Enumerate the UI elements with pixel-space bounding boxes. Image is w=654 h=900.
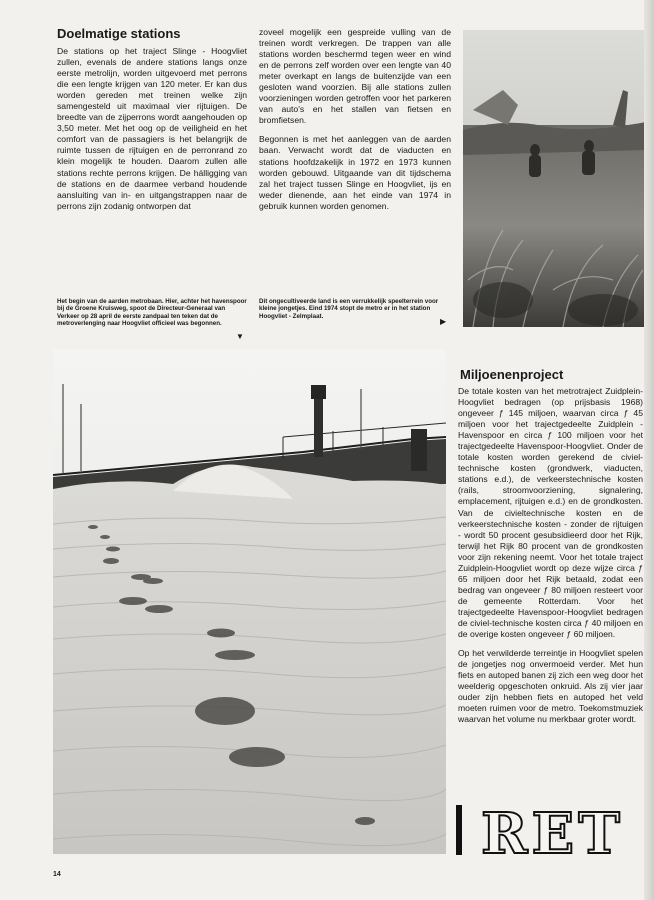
page-number: 14 [53, 871, 61, 878]
caption-arrow-down: ▼ [236, 332, 244, 341]
right-article-paragraph: De totale kosten van het metrotraject Zuidplein-Hoogvliet bedragen (op prijsbasis 1968) ongeveer ƒ 145 miljoen, waarvan circa ƒ 45 miljoen voor het trajectgedeelte Zuidplein - Havenspoor en circa ƒ 100 miljoen voor het trajectgedeelte Havenspoor-Hoogvliet. Onder de totale kosten worden gerekend de civiel-technische kosten (grondwerk, viaducten, stations e.d.), de verkeerstechnische kosten (rails, stroomvoorziening, signalering, emplacement, rijtuigen e.d.) en de grondkosten. Van de civieltechnische kosten en de verkeerstechnische kosten - zonder de rijtuigen - wordt 50 procent gesubsidieerd door het Rijk, terwijl het Rijk 80 procent van de grondkosten voor zijn rekening neemt. Voor het totale traject Zuidplein-Hoogvliet wordt op deze wijze circa ƒ 65 miljoen door het Rijk betaald, zodat een bedrag van ongeveer ƒ 80 miljoen resteert voor de gemeente Rotterdam. Voor het trajectgedeelte Havenspoor-Hoogvliet bedragen de civiel-technische kosten circa ƒ 40 miljoen en de overige kosten ongeveer ƒ 60 miljoen. [458, 386, 643, 640]
right-article-body [458, 386, 643, 758]
left-article-title: Doelmatige stations [57, 26, 181, 41]
right-article-title: Miljoenenproject [460, 367, 564, 382]
ret-logo [455, 801, 645, 861]
caption-arrow-right: ▶ [440, 317, 447, 326]
sand-embankment-photo [53, 349, 446, 854]
field-photo [463, 30, 646, 327]
middle-column-paragraph: Begonnen is met het aanleggen van de aarden baan. Verwacht wordt dat de viaducten en stations hoofdzakelijk in 1972 en 1973 kunnen worden gebouwd. Uitgaande van dit tijdschema zal het traject tussen Slinge en Hoogvliet, ijs en weder dienende, aan het einde van 1974 in gebruik kunnen worden genomen. [259, 134, 451, 211]
right-photo-caption: Dit ongecultiveerde land is een verrukkelijk speelterrein voor kleine jongetjes. Eind 1974 stopt de metro er in het station Hoogvliet - Zelmplaat. [259, 298, 439, 320]
left-article-body [57, 46, 247, 236]
left-photo-caption: Het begin van de aarden metrobaan. Hier, achter het havenspoor bij de Groene Kruisweg, spoot de Directeur-Generaal van Verkeer op 28 april de eerste zandpaal ten teken dat de metroverlenging naar Hoogvliet officieel was begonnen. [57, 298, 247, 328]
right-article-paragraph: Op het verwilderde terreintje in Hoogvliet spelen de jongetjes nog onvermoeid verder. Met hun fiets en autoped banen zij zich een weg door het weelderig opgeschoten onkruid. Als zij vier jaar ouder zijn hebben fiets en autoped het veld moeten ruimen voor de metro. Toekomstmuziek waarvan het volume nu merkbaar groter wordt. [458, 648, 643, 725]
page-edge [644, 0, 654, 900]
left-article-paragraph: De stations op het traject Slinge - Hoogvliet zullen, evenals de andere stations langs onze eerste metrolijn, worden uitgevoerd met perrons die een lengte krijgen van 120 meter. Er kan dus worden gereden met treinen welke zijn samengesteld uit maximaal vier rijtuigen. De breedte van de zijperrons wordt aangehouden op 3,50 meter. Met het oog op de veiligheid en het comfort van de passagiers is het belangrijk de ruimte tussen de rijtuigen en de perronrand zo klein mogelijk te houden. Daarom zullen alle stations rechte perrons krijgen. De hálligging van de stations en de daarmee verband houdende aansluiting van in- en uitgangstrappen naar de perrons zijn zodanig ontworpen dat [57, 46, 247, 211]
ret-logo-text: RET [481, 801, 624, 861]
middle-column-paragraph: zoveel mogelijk een gespreide vulling van de treinen wordt verkregen. De trappen van alle stations worden beschermd tegen weer en wind en de perrons zelf worden over een lengte van 40 meter overkapt en langs de buitenzijde van een gesloten wand voorzien. Bij alle stations zullen voorzieningen worden getroffen voor het parkeren van auto's en het stallen van fietsen en bromfietsen. [259, 27, 451, 126]
middle-column-body [259, 27, 451, 245]
